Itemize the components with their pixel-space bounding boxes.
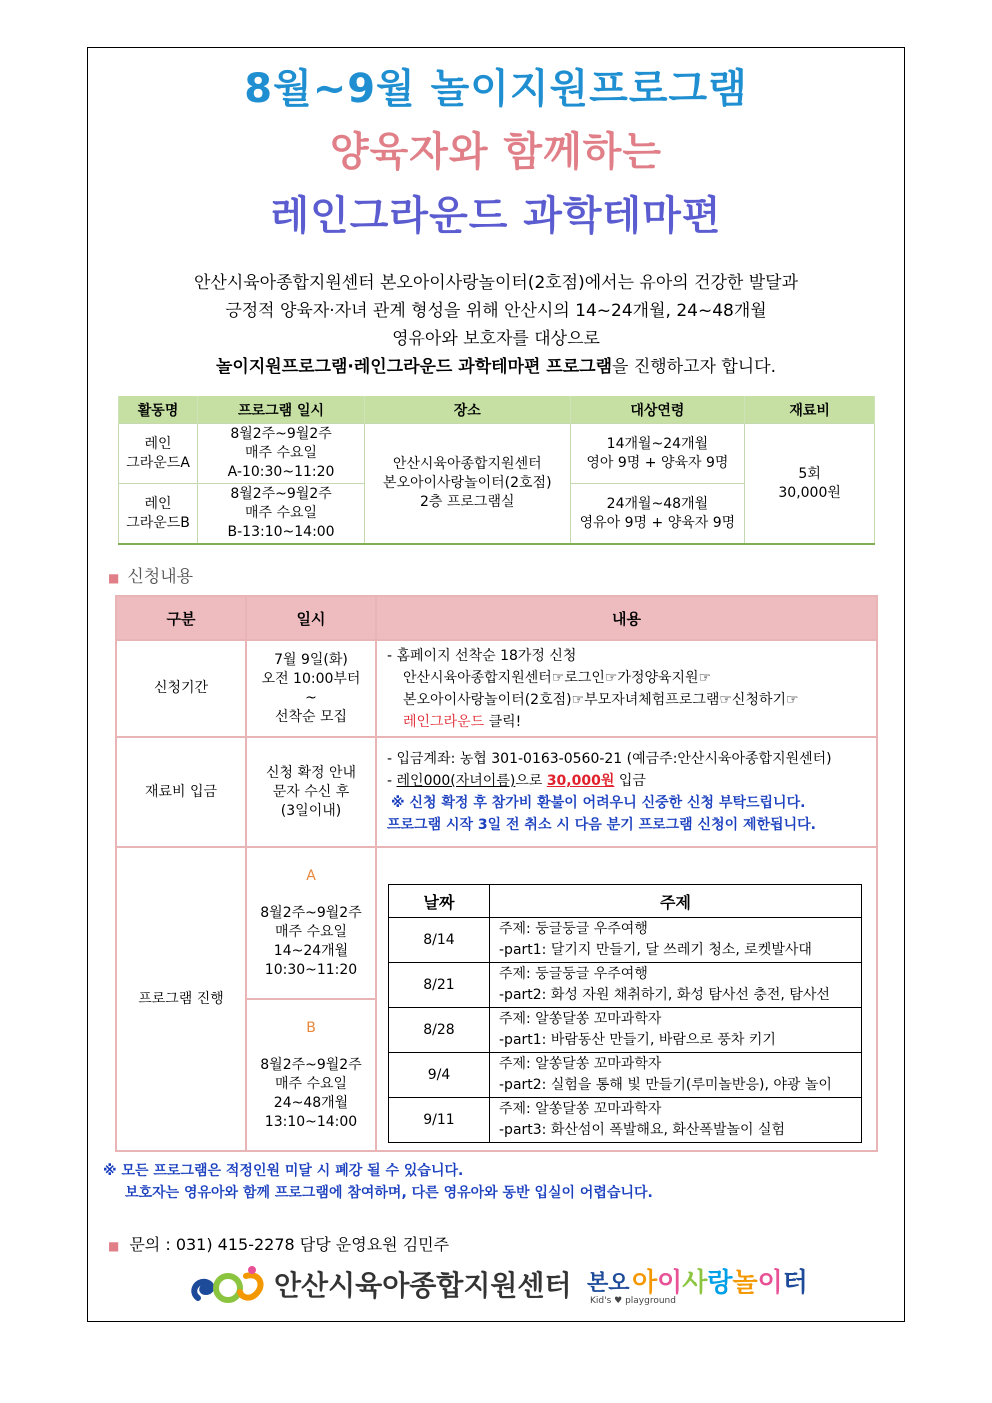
center-name: 안산시육아종합지원센터	[274, 1269, 572, 1302]
logo-char: 놀	[732, 1268, 758, 1298]
schedule-date: 8/21	[389, 963, 490, 1008]
apply-header: 일시	[246, 596, 376, 640]
apply-header: 구분	[116, 596, 246, 640]
title-line-3: 레인그라운드 과학테마편	[270, 193, 722, 239]
bono-label: 본오	[587, 1271, 630, 1296]
schedule-row	[389, 1098, 862, 1143]
activity-name-b: 레인 그라운드B	[119, 484, 198, 545]
intro-program-name: 놀이지원프로그램·레인그라운드 과학테마편 프로그램	[215, 357, 612, 377]
footer-logo	[190, 1262, 810, 1308]
program-place: 안산시육아종합지원센터 본오아이사랑놀이터(2호점) 2층 프로그램실	[364, 424, 570, 545]
intro-line-2: 긍정적 양육자·자녀 관계 형성을 위해 안산시의 14~24개월, 24~48개월	[225, 301, 767, 321]
logo-char: 아	[632, 1268, 658, 1298]
target-age-b: 24개월~48개월 영유아 9명 + 양육자 9명	[570, 484, 745, 545]
fee-content: - 입금계좌: 농협 301-0163-0560-21 (예금주:안산시육아종합지원센터) - 레인000(자녀이름)으로 30,000원 입금 ※ 신청 확정 후 참가비 환불이 어려우니 신중한 신청 부탁드립니다. 프로그램 시작 3일 전 취소 시 다음 분기 프로그램 신청이 제한됩니다.	[376, 737, 877, 847]
title-line-1: 8월~9월 놀이지원프로그램	[244, 66, 748, 112]
target-age-a: 14개월~24개월 영아 9명 + 양육자 9명	[570, 424, 745, 484]
schedule-topic: 주제: 알쏭달쏭 꼬마과학자 -part3: 화산섬이 폭발해요, 화산폭발놀이 실험	[490, 1098, 862, 1143]
program-date-b: 8월2주~9월2주 매주 수요일 B-13:10~14:00	[198, 484, 365, 545]
fee-date: 신청 확정 안내 문자 수신 후 (3일이내)	[246, 737, 376, 847]
link-rain-ground[interactable]: 레인그라운드	[403, 713, 485, 730]
summary-header: 활동명	[119, 396, 198, 424]
title-line-2: 양육자와 함께하는	[329, 129, 663, 175]
square-bullet-icon: ■	[108, 1239, 120, 1253]
program-label: 프로그램 진행	[116, 847, 246, 1151]
schedule-date: 8/14	[389, 918, 490, 963]
apply-period-row	[116, 640, 877, 737]
schedule-table	[388, 884, 862, 1143]
summary-header: 재료비	[745, 396, 875, 424]
apply-header-row	[116, 596, 877, 640]
program-a-info: A 8월2주~9월2주 매주 수요일 14~24개월 10:30~11:20	[246, 847, 376, 999]
schedule-row	[389, 1053, 862, 1098]
summary-header: 장소	[364, 396, 570, 424]
program-date-a: 8월2주~9월2주 매주 수요일 A-10:30~11:20	[198, 424, 365, 484]
notice: ※ 모든 프로그램은 적정인원 미달 시 폐강 될 수 있습니다. 보호자는 영유아와 함께 프로그램에 참여하며, 다른 영유아와 동반 입실이 어렵습니다.	[103, 1163, 653, 1201]
activity-name-a: 레인 그라운드A	[119, 424, 198, 484]
schedule-header-row	[389, 885, 862, 918]
section-title: ■ 신청내용	[108, 567, 194, 587]
schedule-row	[389, 1008, 862, 1053]
summary-row-a	[119, 424, 875, 484]
fee-label: 재료비 입금	[116, 737, 246, 847]
kids-playground-label: Kid's ♥ playground	[590, 1296, 676, 1306]
program-b-info: B 8월2주~9월2주 매주 수요일 24~48개월 13:10~14:00	[246, 999, 376, 1151]
intro-line-1: 안산시육아종합지원센터 본오아이사랑놀이터(2호점)에서는 유아의 건강한 발달과	[193, 273, 799, 293]
schedule-topic: 주제: 둥글둥글 우주여행 -part1: 달기지 만들기, 달 쓰레기 청소, 로켓발사대	[490, 918, 862, 963]
period-label: 신청기간	[116, 640, 246, 737]
material-fee: 5회 30,000원	[745, 424, 875, 545]
square-bullet-icon: ■	[108, 571, 120, 585]
summary-header-row	[119, 396, 875, 424]
apply-header: 내용	[376, 596, 877, 640]
schedule-row	[389, 963, 862, 1008]
intro-line-3: 영유아와 보호자를 대상으로	[392, 329, 600, 349]
ai-sarang-nori	[632, 1262, 808, 1299]
summary-header: 대상연령	[570, 396, 745, 424]
logo-char: 랑	[707, 1268, 733, 1298]
summary-table	[118, 396, 875, 545]
intro-line-4-rest: 을 진행하고자 합니다.	[612, 357, 777, 377]
schedule-topic: 주제: 알쏭달쏭 꼬마과학자 -part2: 실험을 통해 빛 만들기(루미놀반응), 야광 놀이	[490, 1053, 862, 1098]
contact-info: ■ 문의 : 031) 415-2278 담당 운영요원 김민주	[108, 1235, 450, 1254]
schedule-header-date: 날짜	[389, 885, 490, 918]
schedule-header-topic: 주제	[490, 885, 862, 918]
logo-char: 이	[757, 1268, 783, 1298]
logo-char: 터	[782, 1268, 808, 1298]
apply-fee-row	[116, 737, 877, 847]
schedule-topic: 주제: 둥글둥글 우주여행 -part2: 화성 자원 채취하기, 화성 탐사선 충전, 탐사선	[490, 963, 862, 1008]
center-logo-icon	[190, 1262, 270, 1308]
period-content: - 홈페이지 선착순 18가정 신청 안산시육아종합지원센터☞로그인☞가정양육지원☞ 본오아이사랑놀이터(2호점)☞부모자녀체험프로그램☞신청하기☞ 레인그라운드 클릭!	[376, 640, 877, 737]
intro-line-4	[100, 352, 892, 377]
logo-char: 이	[657, 1268, 683, 1298]
schedule-topic: 주제: 알쏭달쏭 꼬마과학자 -part1: 바람동산 만들기, 바람으로 풍차 키기	[490, 1008, 862, 1053]
schedule-date: 9/4	[389, 1053, 490, 1098]
period-date: 7월 9일(화) 오전 10:00부터 ~ 선착순 모집	[246, 640, 376, 737]
schedule-date: 8/28	[389, 1008, 490, 1053]
schedule-date: 9/11	[389, 1098, 490, 1143]
schedule-row	[389, 918, 862, 963]
summary-header: 프로그램 일시	[198, 396, 365, 424]
logo-char: 사	[682, 1268, 708, 1298]
